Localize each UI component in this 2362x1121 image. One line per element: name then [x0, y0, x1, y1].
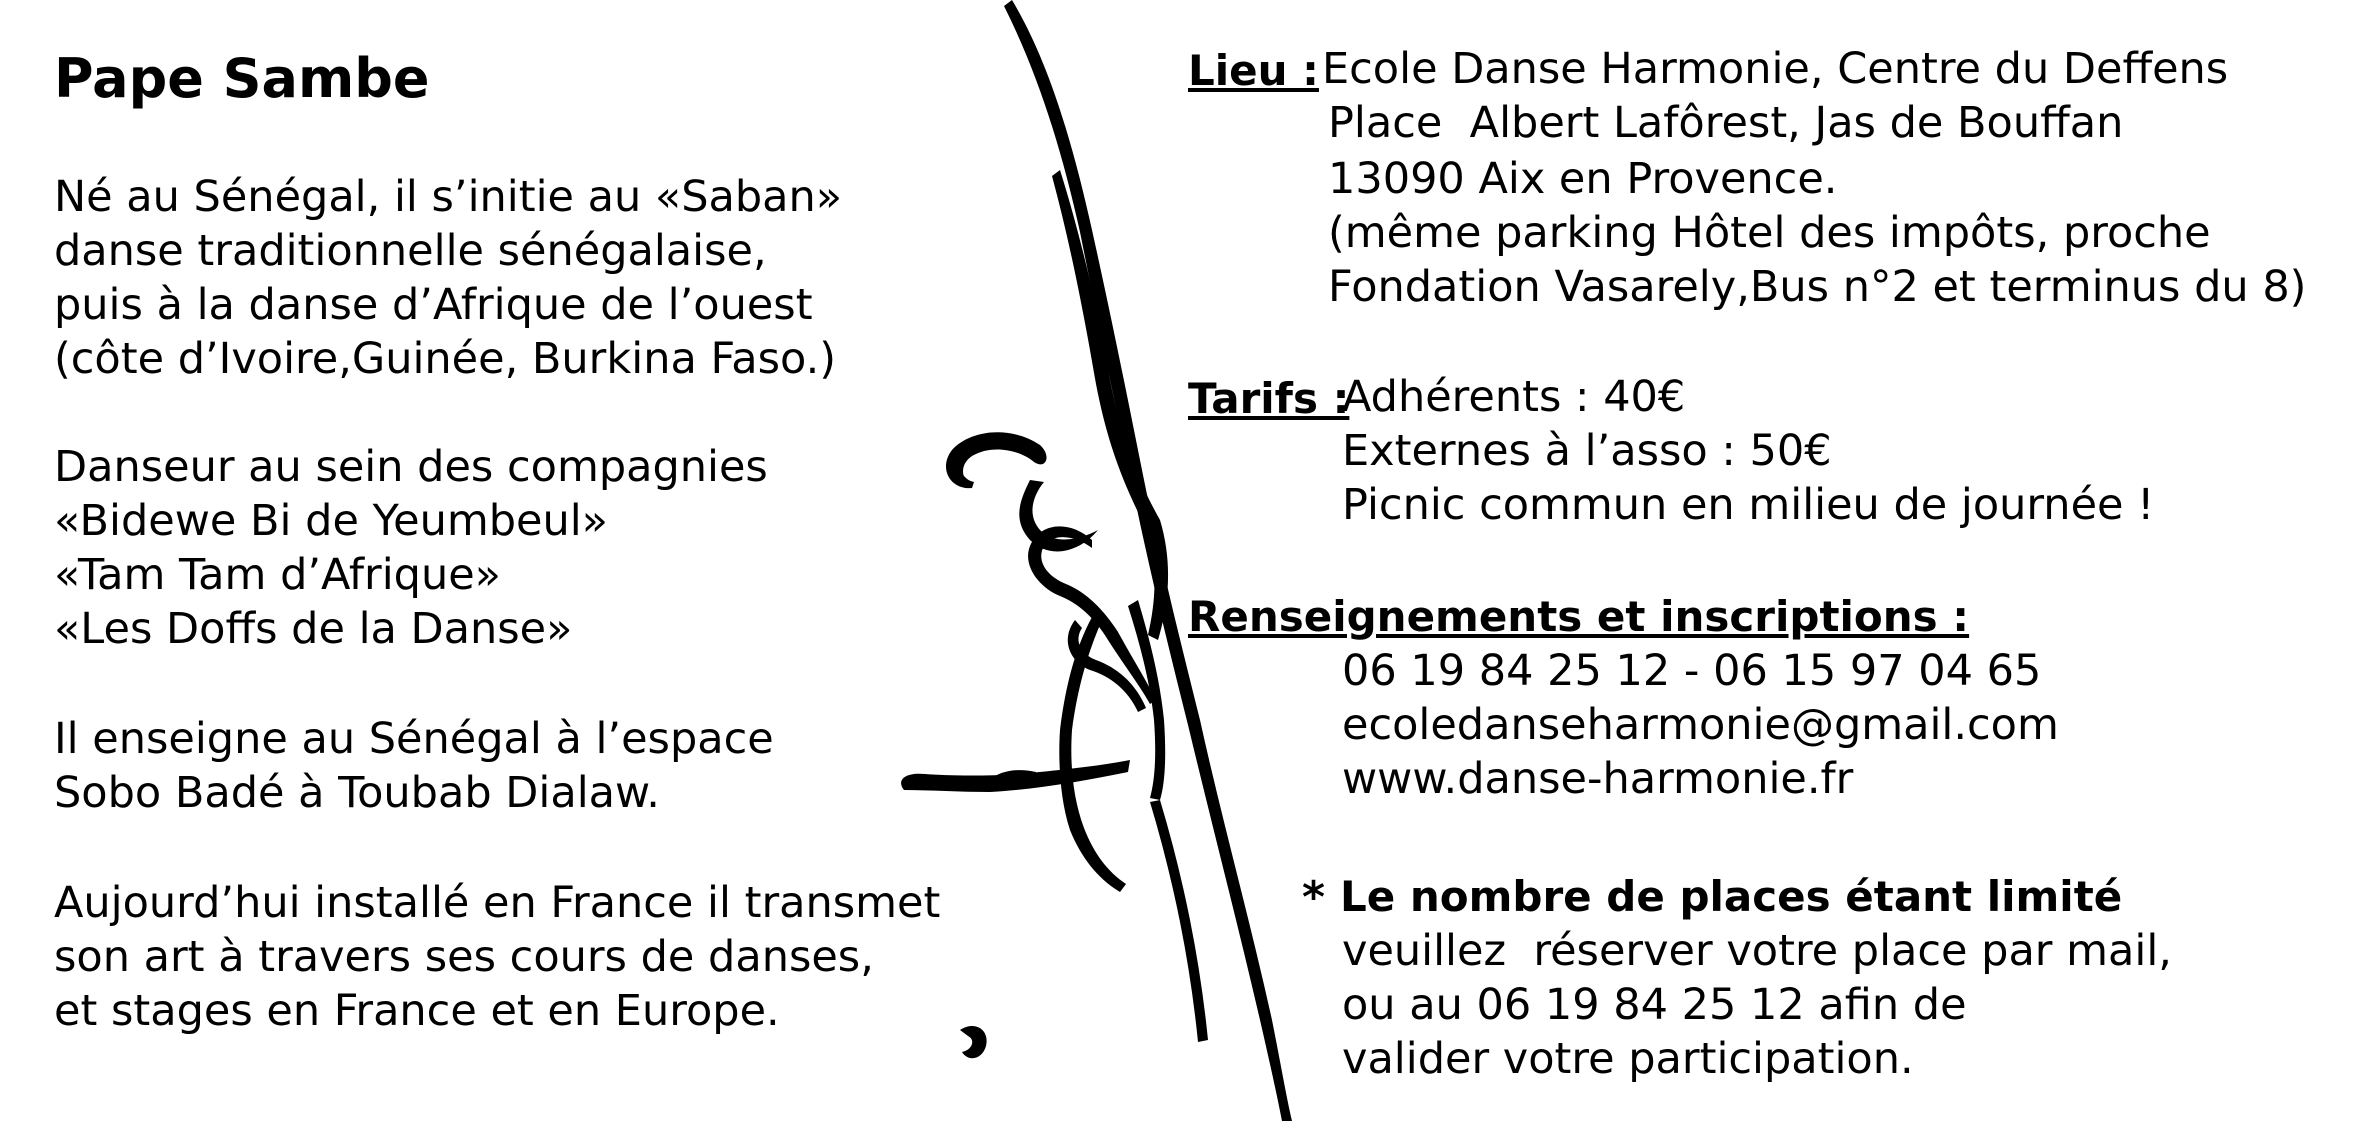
reservation-line: ou au 06 19 84 25 12 afin de: [1342, 980, 1967, 1030]
bio-line: puis à la danse d’Afrique de l’ouest: [54, 280, 813, 330]
bio-line: danse traditionnelle sénégalaise,: [54, 226, 767, 276]
lieu-label: Lieu :: [1188, 46, 1319, 95]
price-line: Adhérents : 40€: [1342, 372, 1686, 422]
teaching-line: Il enseigne au Sénégal à l’espace: [54, 714, 774, 764]
tarifs-label: Tarifs :: [1188, 374, 1350, 423]
venue-line: Ecole Danse Harmonie, Centre du Deffens: [1322, 44, 2229, 94]
company-name: «Tam Tam d’Afrique»: [54, 550, 501, 600]
bio-line: Né au Sénégal, il s’initie au «Saban»: [54, 172, 843, 222]
venue-line: Fondation Vasarely,Bus n°2 et terminus du 8): [1328, 262, 2307, 312]
reservation-line: veuillez réserver votre place par mail,: [1342, 926, 2172, 976]
company-name: «Bidewe Bi de Yeumbeul»: [54, 496, 608, 546]
picnic-note: Picnic commun en milieu de journée !: [1342, 480, 2155, 530]
website-link[interactable]: www.danse-harmonie.fr: [1342, 754, 1854, 804]
info-label: Renseignements et inscriptions :: [1188, 592, 1970, 641]
france-line: et stages en France et en Europe.: [54, 986, 780, 1036]
price-line: Externes à l’asso : 50€: [1342, 426, 1832, 476]
limited-places-note: Le nombre de places étant limité: [1340, 872, 2123, 921]
reservation-line: valider votre participation.: [1342, 1034, 1914, 1084]
asterisk: *: [1302, 872, 1326, 923]
bio-line: (côte d’Ivoire,Guinée, Burkina Faso.): [54, 334, 837, 384]
venue-line: 13090 Aix en Provence.: [1328, 154, 1838, 204]
email-address[interactable]: ecoledanseharmonie@gmail.com: [1342, 700, 2059, 750]
france-line: son art à travers ses cours de danses,: [54, 932, 874, 982]
performer-name: Pape Sambe: [54, 47, 430, 110]
company-name: «Les Doffs de la Danse»: [54, 604, 573, 654]
france-line: Aujourd’hui installé en France il transmet: [54, 878, 941, 928]
venue-line: Place Albert Lafôrest, Jas de Bouffan: [1328, 98, 2124, 148]
companies-intro: Danseur au sein des compagnies: [54, 442, 768, 492]
phone-numbers: 06 19 84 25 12 - 06 15 97 04 65: [1342, 646, 2042, 696]
teaching-line: Sobo Badé à Toubab Dialaw.: [54, 768, 660, 818]
venue-line: (même parking Hôtel des impôts, proche: [1328, 208, 2211, 258]
